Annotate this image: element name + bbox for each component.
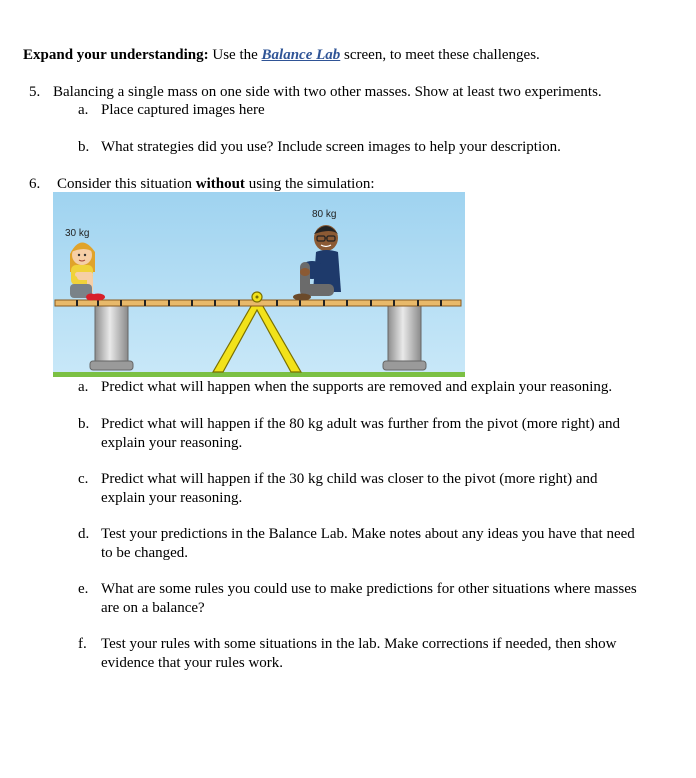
q5-item-b-text: What strategies did you use? Include screen images to help your description. [101,139,561,155]
q6-item-c-marker: c. [78,471,89,487]
q6-item-c-line2: explain your reasoning. [101,490,243,506]
ground [53,372,465,377]
q6-item-f-line1: Test your rules with some situations in the lab. Make corrections if needed, then show [101,636,617,652]
q6-item-d-line2: to be changed. [101,545,189,561]
q6-item-e-line2: are on a balance? [101,600,205,616]
intro-bold-label: Expand your understanding: [23,47,209,63]
adult-mass-label: 80 kg [312,209,337,220]
question-6-number: 6. [29,176,41,192]
q6-item-b-line2: explain your reasoning. [101,435,243,451]
intro-text: Use the [208,47,262,63]
intro-text-after: screen, to meet these challenges. [340,47,540,63]
question-5-number: 5. [29,84,41,100]
q6-text-before: Consider this situation [57,176,196,192]
q6-item-f-marker: f. [78,636,87,652]
q6-item-e-line1: What are some rules you could use to make predictions for other situations where masses [101,581,637,597]
q6-item-f-line2: evidence that your rules work. [101,655,284,671]
q6-item-a-marker: a. [78,379,89,395]
q5-item-b-marker: b. [78,139,90,155]
child-mass-label: 30 kg [65,228,90,239]
q6-item-d-line1: Test your predictions in the Balance Lab. Make notes about any ideas you have that need [101,526,635,542]
q6-text-bold: without [195,176,245,192]
right-support-pillar [383,305,426,370]
question-5-text: Balancing a single mass on one side with two other masses. Show at least two experiments. [53,84,602,100]
q6-text-after: using the simulation: [244,176,375,192]
seesaw-illustration [53,192,465,377]
q6-item-b-line1: Predict what will happen if the 80 kg adult was further from the pivot (more right) and [101,416,621,432]
q6-item-a-line1: Predict what will happen when the supports are removed and explain your reasoning. [101,379,613,395]
q6-item-c-line1: Predict what will happen if the 30 kg child was closer to the pivot (more right) and [101,471,598,487]
intro-line [23,46,540,65]
q5-item-a-marker: a. [78,102,89,118]
q6-item-d-marker: d. [78,526,90,542]
q5-item-a-text: Place captured images here [101,102,265,118]
left-support-pillar [90,305,133,370]
balance-lab-link[interactable]: Balance Lab [261,47,341,63]
q6-item-e-marker: e. [78,581,89,597]
q6-item-b-marker: b. [78,416,90,432]
